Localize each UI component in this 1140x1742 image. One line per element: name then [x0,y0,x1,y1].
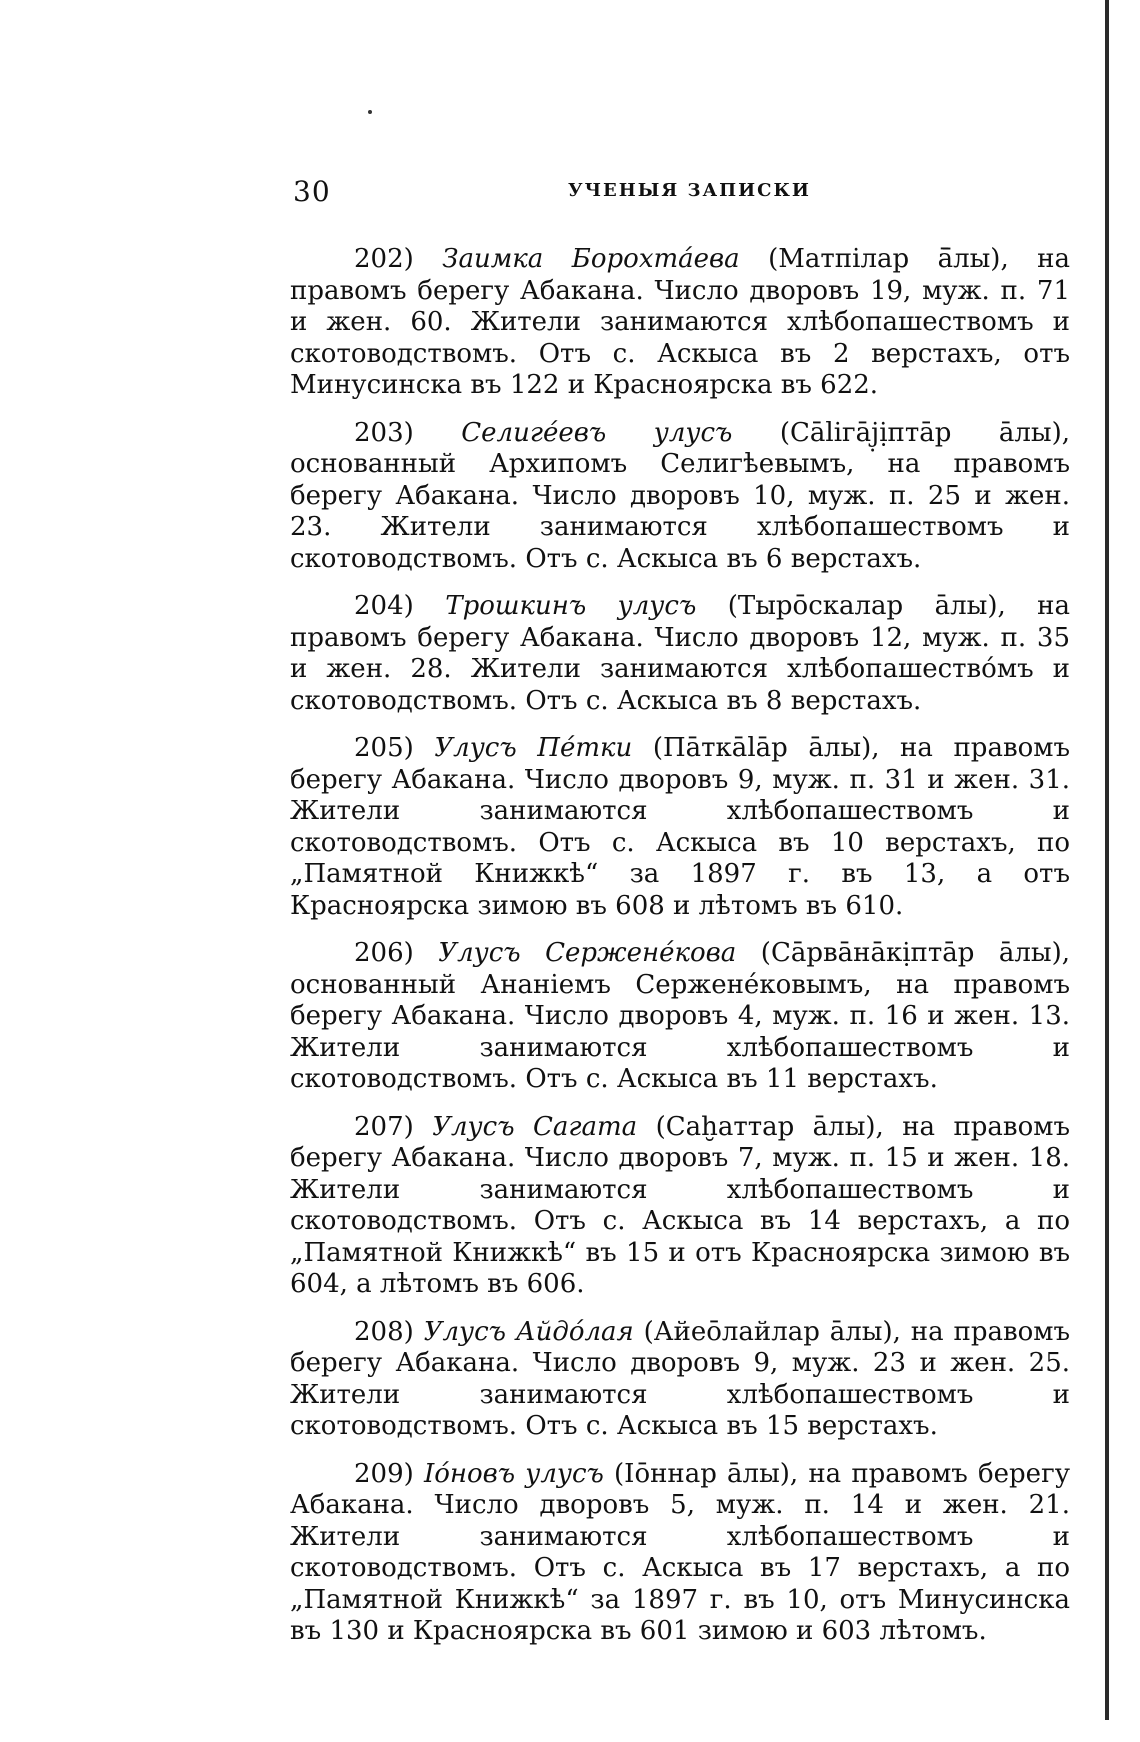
entry-text: (Сāliгāj̣ịптāр āлы), основанный Архипомъ Селигѣевымъ, на правомъ берегу Абакана. Число дворовъ 10, муж. п. 25 и жен. 23. Жители занимаются хлѣбопашествомъ и скотоводствомъ. Отъ с. Аскыса въ 6 верстахъ. [290,417,1070,574]
running-title: УЧЕНЫЯ ЗАПИСКИ [568,180,811,201]
entry-text: (Сāрвāнāкịптāр āлы), основанный Ананiемъ Серженéковымъ, на правомъ берегу Абакана. Число дворовъ 4, муж. п. 16 и жен. 13. Жители занимаются хлѣбопашествомъ и скотоводствомъ. Отъ с. Аскыса въ 11 верстахъ. [290,938,1070,1094]
entry-number: 205) [354,733,414,763]
entry-number: 209) [354,1458,414,1489]
entry-207 [290,1112,1070,1301]
entry-name: Заимка Борохтáева [442,244,740,274]
entry-205 [290,733,1070,922]
entry-number: 204) [354,591,414,621]
entry-text: (Айеōлайлар āлы), на правомъ берегу Абакана. Число дворовъ 9, муж. 23 и жен. 25. Жители занимаются хлѣбопашествомъ и скотоводствомъ. Отъ с. Аскыса въ 15 верстахъ. [290,1316,1071,1441]
entry-209 [290,1459,1070,1648]
print-speck [368,110,372,114]
entry-name: Улусъ Сагата [432,1111,638,1142]
entry-name: Трошкинъ улусъ [445,591,697,621]
entry-208 [290,1317,1070,1443]
entry-name: Ióновъ улусъ [423,1458,604,1489]
entry-text: (Матпiлар ā̄лы), на правомъ берегу Абакана. Число дворовъ 19, муж. п. 71 и жен. 60. Жители занимаются хлѣбопашествомъ и скотоводствомъ. Отъ с. Аскыса въ 2 верстахъ, отъ Минусинска въ 122 и Красноярска въ 622. [290,244,1071,400]
entry-number: 207) [354,1111,414,1142]
entry-number: 208) [354,1316,414,1347]
entry-206 [290,938,1070,1096]
entry-text: (Пāткālāр āлы), на правомъ берегу Абакана. Число дворовъ 9, муж. п. 31 и жен. 31. Жители занимаются хлѣбопашествомъ и скотоводствомъ. Отъ с. Аскыса въ 10 верстахъ, по „Памятной Книжкѣ“ за 1897 г. въ 13, а отъ Красноярска зимою въ 608 и лѣтомъ въ 610. [290,733,1071,921]
entry-text: (Саḫаттар āлы), на правомъ берегу Абакана. Число дворовъ 7, муж. п. 15 и жен. 18. Жители занимаются хлѣбопашествомъ и скотоводствомъ. Отъ с. Аскыса въ 14 верстахъ, а по „Памятной Книжкѣ“ въ 15 и отъ Красноярска зимою въ 604, а лѣтомъ въ 606. [290,1111,1070,1299]
entry-number: 206) [354,938,414,968]
page-edge-rule [1105,0,1109,1720]
body-text [290,244,1070,1664]
entry-text: (Iōннар āлы), на правомъ берегу Абакана. Число дворовъ 5, муж. п. 14 и жен. 21. Жители занимаются хлѣбопашествомъ и скотоводствомъ. Отъ с. Аскыса въ 17 верстахъ, а по „Памятной Книжкѣ“ за 1897 г. въ 10, отъ Минусинска въ 130 и Красноярска въ 601 зимою и 603 лѣтомъ. [290,1458,1070,1646]
entry-204 [290,591,1070,717]
entry-203 [290,418,1070,576]
entry-number: 202) [354,244,414,274]
entry-name: Улусъ Серженéкова [438,938,737,968]
entry-name: Селигéевъ улусъ [461,417,733,448]
page-number: 30 [293,175,331,208]
entry-202 [290,244,1070,402]
entry-number: 203) [354,417,414,448]
entry-name: Улусъ Айдóлая [423,1316,634,1347]
entry-name: Улусъ Пéтки [434,733,633,763]
entry-text: (Тырōскалар āлы), на правомъ берегу Абакана. Число дворовъ 12, муж. п. 35 и жен. 28. Жители занимаются хлѣбопашествóмъ и скотоводствомъ. Отъ с. Аскыса въ 8 верстахъ. [290,591,1071,716]
